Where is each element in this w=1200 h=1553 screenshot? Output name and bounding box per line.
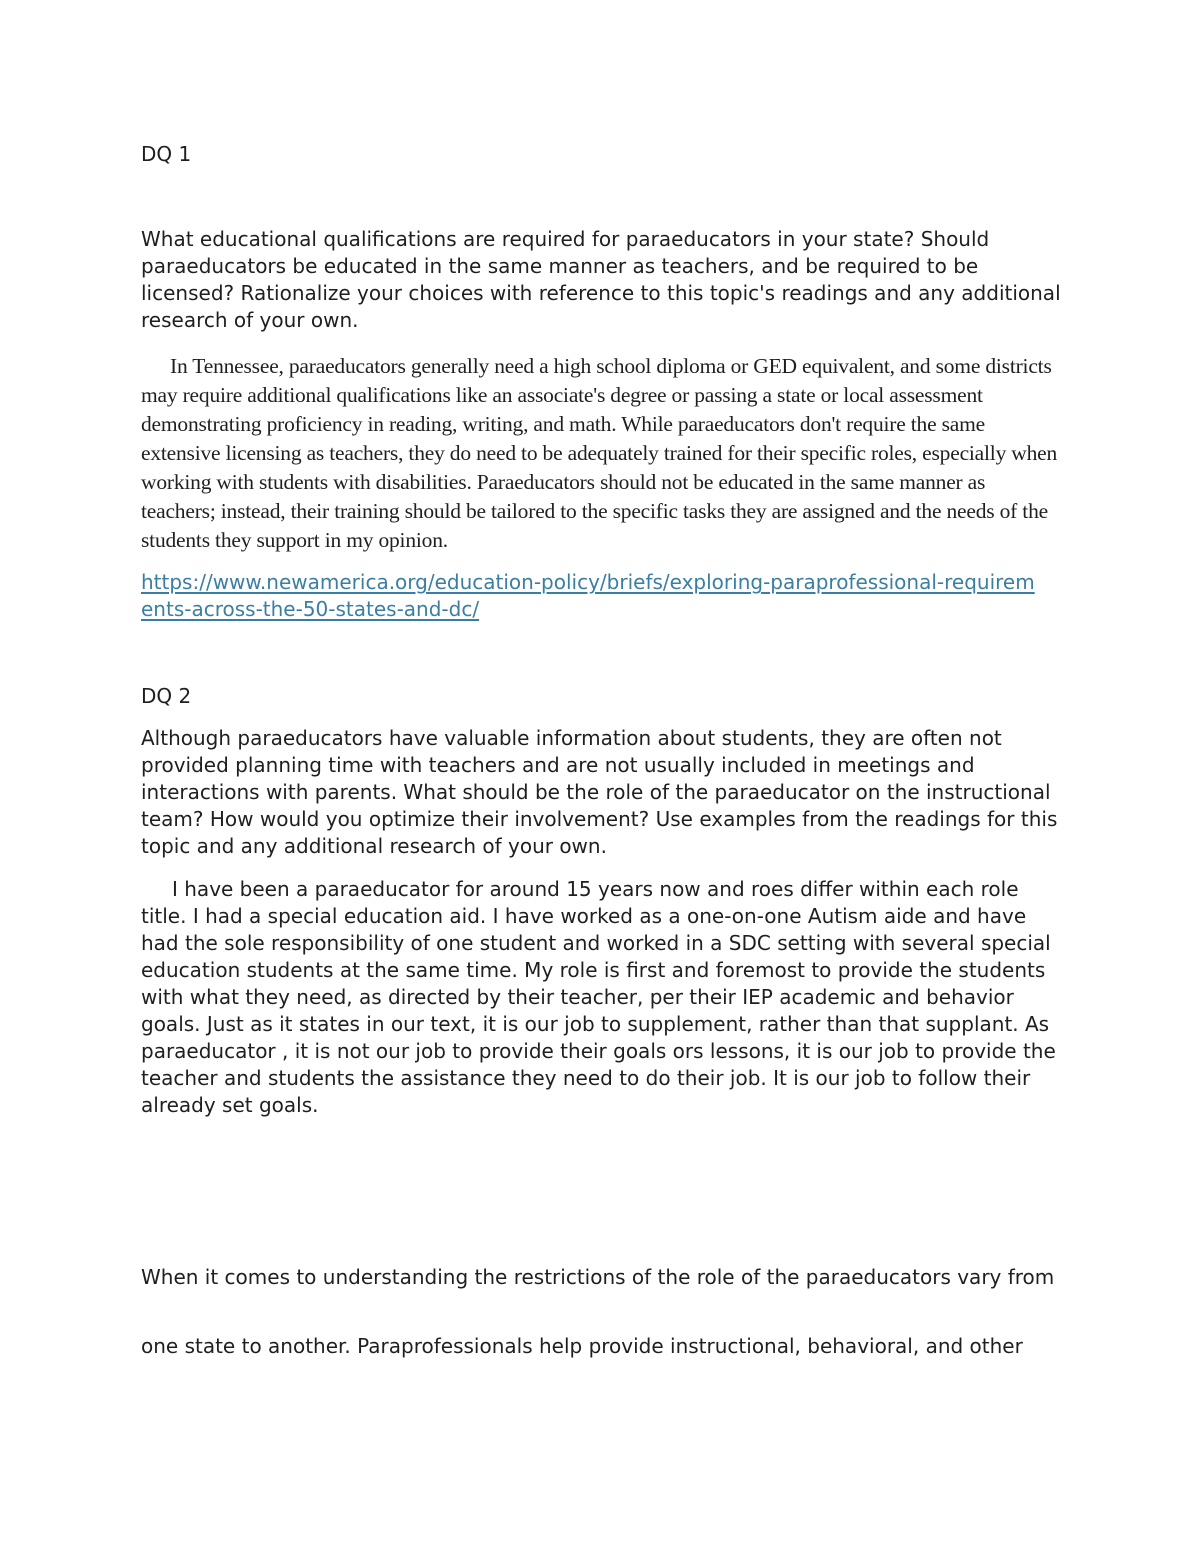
dq1-answer: In Tennessee, paraeducators generally need a high school diploma or GED equivalent, and some districts may require additional qualifications like an associate's degree or passing a state or local assessment demonstrating proficiency in reading, writing, and math. While paraeducators don't require the same extensive licensing as teachers, they do need to be adequately trained for their specific roles, especially when working with students with disabilities. Paraeducators should not be educated in the same manner as teachers; instead, their training should be tailored to the specific tasks they are assigned and the needs of the students they support in my opinion. — [141, 354, 1058, 552]
dq2-heading: DQ 2 — [141, 684, 192, 708]
dq1-reference-link[interactable]: https://www.newamerica.org/education-policy/briefs/exploring-paraprofessional-requirements-across-the-50-states-and-dc/ — [141, 570, 1035, 621]
dq2-answer: I have been a paraeducator for around 15 years now and roes differ within each role title. I had a special education aid. I have worked as a one-on-one Autism aide and have had the sole responsibility of one student and worked in a SDC setting with several special education students at the same time. My role is first and foremost to provide the students with what they need, as directed by their teacher, per their IEP academic and behavior goals. Just as it states in our text, it is our job to supplement, rather than that supplant. As paraeducator , it is not our job to provide their goals ors lessons, it is our job to provide the teacher and students the assistance they need to do their job. It is our job to follow their already set goals. — [141, 877, 1056, 1117]
extra-paragraph-2: one state to another. Paraprofessionals help provide instructional, behavioral, and other — [141, 1334, 1023, 1358]
dq1-question: What educational qualifications are required for paraeducators in your state? Should paraeducators be educated in the same manner as teachers, and be required to be licensed? Rationalize your choices with reference to this topic's readings and any additional research of your own. — [141, 227, 1061, 332]
dq2-question: Although paraeducators have valuable information about students, they are often not provided planning time with teachers and are not usually included in meetings and interactions with parents. What should be the role of the paraeducator on the instructional team? How would you optimize their involvement? Use examples from the readings for this topic and any additional research of your own. — [141, 726, 1058, 858]
extra-paragraph-1: When it comes to understanding the restrictions of the role of the paraeducators vary from — [141, 1265, 1055, 1289]
dq1-heading: DQ 1 — [141, 142, 192, 166]
